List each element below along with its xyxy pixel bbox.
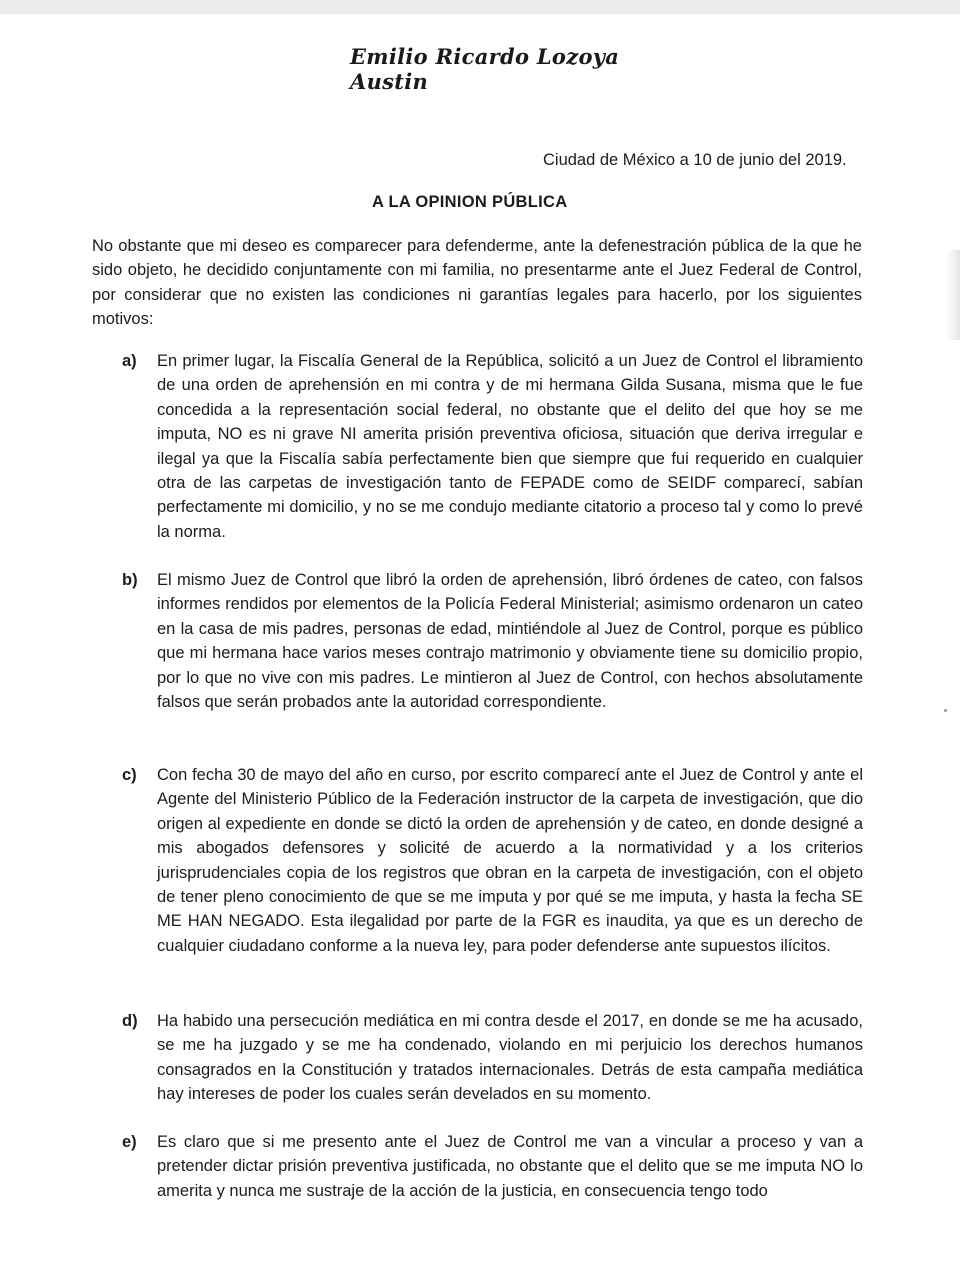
item-letter: a) (122, 352, 137, 370)
item-letter: b) (122, 571, 138, 589)
item-text: Ha habido una persecución mediática en mi contra desde el 2017, en donde se me ha acusado, se me ha juzgado y se me ha condenado, violando en mi perjuicio los derechos humanos consagrados en la Constitución y tratados internacionales. Detrás de esta campaña mediática hay intereses de poder los cuales serán develados en su momento. (157, 1012, 863, 1104)
item-text: El mismo Juez de Control que libró la orden de aprehensión, libró órdenes de cateo, con falsos informes rendidos por elementos de la Policía Federal Ministerial; asimismo ordenaron un cateo en la casa de mis padres, personas de edad, mintiéndole al Juez de Control, porque es público que mi hermana hace varios meses contrajo matrimonio y obviamente tiene su domicilio propio, por lo que no vive con mis padres. Le mintieron al Juez de Control, con hechos absolutamente falsos que serán probados ante la autoridad correspondiente. (157, 571, 863, 712)
item-letter: d) (122, 1012, 138, 1030)
item-letter: e) (122, 1133, 137, 1151)
intro-paragraph: No obstante que mi deseo es comparecer para defenderme, ante la defenestración pública de la que he sido objeto, he decidido conjuntamente con mi familia, no presentarme ante el Juez Federal de Control, por considerar que no existen las condiciones ni garantías legales para hacerlo, por los siguientes motivos: (92, 237, 862, 329)
top-bar (0, 0, 960, 14)
item-text: Es claro que si me presento ante el Juez de Control me van a vincular a proceso y van a pretender dictar prisión preventiva justificada, no obstante que el delito que se me imputa NO lo amerita y nunca me sustraje de la acción de la justicia, en consecuencia tengo todo (157, 1133, 863, 1200)
letterhead-name: Emilio Ricardo Lozoya Austin (350, 44, 620, 94)
document-title: A LA OPINION PÚBLICA (372, 193, 568, 211)
date-line: Ciudad de México a 10 de junio del 2019. (543, 151, 847, 169)
item-text: En primer lugar, la Fiscalía General de la República, solicitó a un Juez de Control el libramiento de una orden de aprehensión en mi contra y de mi hermana Gilda Susana, misma que le fue concedida a la representación social federal, no obstante que el delito del que hoy se me imputa, NO es ni grave NI amerita prisión preventiva oficiosa, situación que deriva irregular e ilegal ya que la Fiscalía sabía perfectamente bien que siempre que fui requerido en cualquier otra de las carpetas de investigación tanto de FEPADE como de SEIDF comparecí, sabían perfectamente mi domicilio, y no se me condujo mediante citatorio a proceso tal y como lo prevé la norma. (157, 352, 863, 541)
item-text: Con fecha 30 de mayo del año en curso, por escrito comparecí ante el Juez de Control y ante el Agente del Ministerio Público de la Federación instructor de la carpeta de investigación, que dio origen al expediente en donde se dictó la orden de aprehensión y de cateo, en donde designé a mis abogados defensores y solicité de acuerdo a la normatividad y a los criterios jurisprudenciales copia de los registros que obran en la carpeta de investigación, con el objeto de tener pleno conocimiento de que se me imputa y por qué se me imputa, y hasta la fecha SE ME HAN NEGADO. Esta ilegalidad por parte de la FGR es inaudita, ya que es un derecho de cualquier ciudadano conforme a la nueva ley, para poder defenderse ante supuestos ilícitos. (157, 766, 863, 955)
scan-speck (944, 709, 947, 712)
page-edge-shadow (946, 250, 960, 340)
item-letter: c) (122, 766, 137, 784)
